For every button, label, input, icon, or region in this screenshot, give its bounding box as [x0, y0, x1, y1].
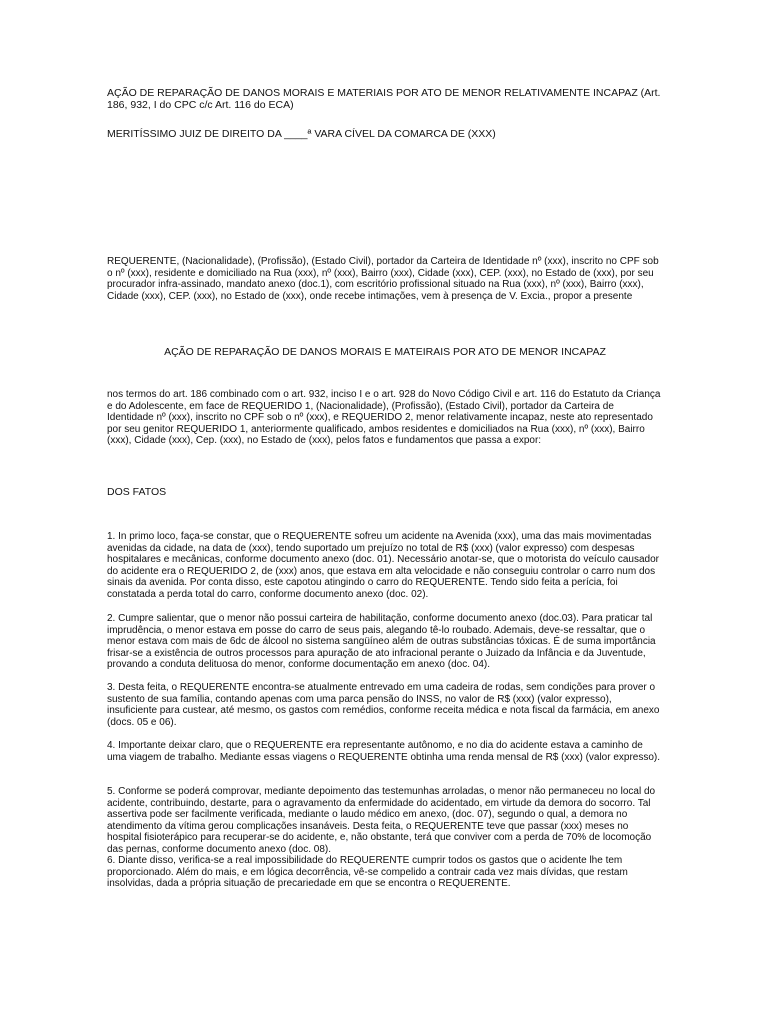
- document-title: AÇÃO DE REPARAÇÃO DE DANOS MORAIS E MATERIAIS POR ATO DE MENOR RELATIVAMENTE INCAPAZ (Art. 186, 932, I do CPC c/c Art. 116 do ECA): [107, 87, 661, 111]
- paragraph-2: 2. Cumpre salientar, que o menor não possui carteira de habilitação, conforme documento anexo (doc.03). Para praticar tal imprudência, o menor estava em posse do carro de seus pais, alegando tê-lo roubado. Ademais, deve-se ressaltar, que o menor estava com mais de 6dc de álcool no sistema sangüíneo além de outras substâncias tóxicas. É de suma importância frisar-se a existência de outros processos para apuração de ato infracional perante o Juizado da Infância e da Juventude, provando a conduta delituosa do menor, conforme documentação em anexo (doc. 04).: [107, 613, 656, 671]
- section-heading: DOS FATOS: [107, 486, 167, 498]
- paragraph-3: 3. Desta feita, o REQUERENTE encontra-se atualmente entrevado em uma cadeira de rodas, sem condições para prover o sustento de sua família, contando apenas com uma parca pensão do INSS, no valor de R$ (xxx) (valor expresso), insuficiente para custear, até mesmo, os gastos com remédios, conforme receita médica e nota fiscal da farmácia, em anexo (docs. 05 e 06).: [107, 682, 660, 728]
- intro-paragraph: REQUERENTE, (Nacionalidade), (Profissão), (Estado Civil), portador da Carteira de Identidade nº (xxx), inscrito no CPF sob o nº (xxx), residente e domiciliado na Rua (xxx), nº (xxx), Bairro (xxx), Cidade (xxx), CEP. (xxx), no Estado de (xxx), por seu procurador infra-assinado, mandato anexo (doc.1), com escritório profissional situado na Rua (xxx), nº (xxx), Bairro (xxx), Cidade (xxx), CEP. (xxx), no Estado de (xxx), onde recebe intimações, vem à presença de V. Excia., propor a presente: [107, 256, 659, 302]
- paragraph-1: 1. In primo loco, faça-se constar, que o REQUERENTE sofreu um acidente na Avenida (xxx), uma das mais movimentadas avenidas da cidade, na data de (xxx), tendo suportado um prejuízo no total de R$ (xxx) (valor expresso) com despesas hospitalares e mecânicas, conforme documento anexo (doc. 01). Necessário anotar-se, que o motorista do veículo causador do acidente era o REQUERIDO 2, de (xxx) anos, que estava em alta velocidade e não conseguiu controlar o carro num dos sinais da avenida. Por conta disso, este capotou atingindo o carro do REQUERENTE. Tendo sido feita a perícia, foi constatada a perda total do carro, conforme documento anexo (doc. 02).: [107, 531, 659, 600]
- paragraph-6: 6. Diante disso, verifica-se a real impossibilidade do REQUERENTE cumprir todos os gastos que o acidente lhe tem proporcionado. Além do mais, e em lógica decorrência, vê-se compelido a contrair cada vez mais dívidas, que restam insolvidas, dada a própria situação de precariedade em que se encontra o REQUERENTE.: [107, 855, 628, 890]
- paragraph-5: 5. Conforme se poderá comprovar, mediante depoimento das testemunhas arroladas, o menor não permaneceu no local do acidente, contribuindo, destarte, para o agravamento da enfermidade do acidentado, em virtude da demora do socorro. Tal assertiva pode ser facilmente verificada, mediante o laudo médico em anexo, (doc. 07), segundo o qual, a demora no atendimento da vítima gerou complicações insanáveis. Desta feita, o REQUERENTE teve que passar (xxx) meses no hospital fisioterápico para recuperar-se do acidente, e, não obstante, terá que conviver com a perda de 70% de locomoção das pernas, conforme documento anexo (doc. 08).: [107, 786, 656, 855]
- action-heading: AÇÃO DE REPARAÇÃO DE DANOS MORAIS E MATEIRAIS POR ATO DE MENOR INCAPAZ: [164, 346, 606, 358]
- addressee: MERITÍSSIMO JUIZ DE DIREITO DA ____ª VARA CÍVEL DA COMARCA DE (XXX): [107, 128, 496, 140]
- legal-basis-paragraph: nos termos do art. 186 combinado com o art. 932, inciso I e o art. 928 do Novo Código Civil e art. 116 do Estatuto da Criança e do Adolescente, em face de REQUERIDO 1, (Nacionalidade), (Profissão), (Estado Civil), portador da Carteira de Identidade nº (xxx), inscrito no CPF sob o nº (xxx), e REQUERIDO 2, menor relativamente incapaz, neste ato representado por seu genitor REQUERIDO 1, anteriormente qualificado, ambos residentes e domiciliados na Rua (xxx), nº (xxx), Bairro (xxx), Cidade (xxx), Cep. (xxx), no Estado de (xxx), pelos fatos e fundamentos que passa a expor:: [107, 389, 661, 447]
- paragraph-4: 4. Importante deixar claro, que o REQUERENTE era representante autônomo, e no dia do acidente estava a caminho de uma viagem de trabalho. Mediante essas viagens o REQUERENTE obtinha uma renda mensal de R$ (xxx) (valor expresso).: [107, 740, 661, 763]
